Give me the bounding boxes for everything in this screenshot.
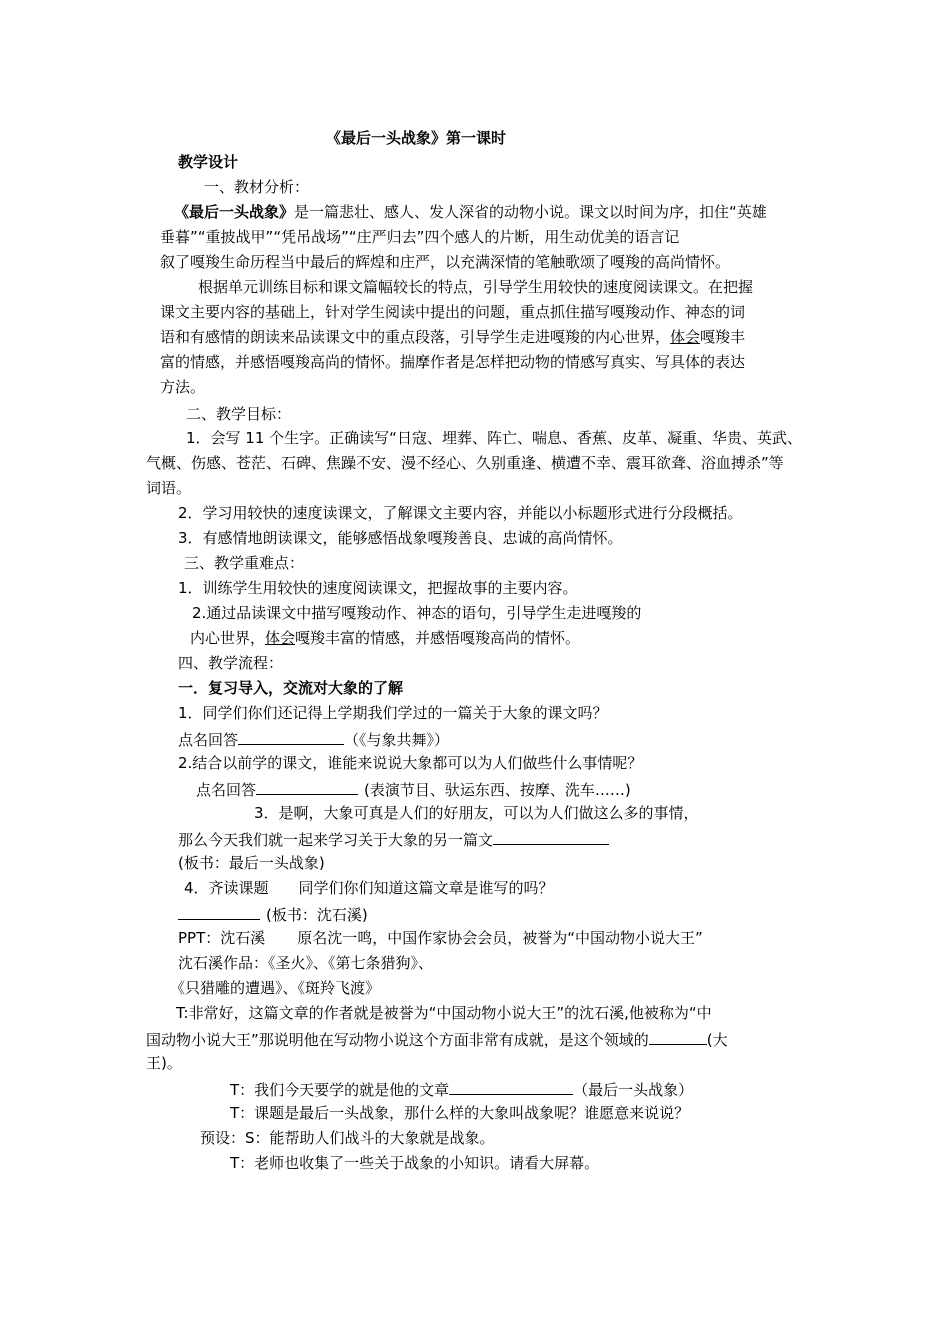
paragraph-line: 富的情感，并感悟嘎羧高尚的情怀。揣摩作者是怎样把动物的情感写真实、写具体的表达 [160, 353, 746, 371]
heading-teaching-goals: 二、教学目标： [186, 405, 292, 423]
paragraph-line [174, 202, 767, 222]
part-heading: 一．复习导入，交流对大象的了解 [178, 679, 404, 697]
question-line: 2.结合以前学的课文，谁能来说说大象都可以为人们做些什么事情呢？ [178, 754, 643, 772]
paragraph-line [160, 327, 745, 347]
fill-blank [256, 778, 358, 795]
goal-line: 词语。 [146, 479, 192, 497]
teacher-line [230, 1078, 693, 1100]
paragraph-text: 嘎羧丰富的情感，并感悟嘎羧高尚的情怀。 [295, 629, 581, 647]
paragraph-line: 垂暮”“重披战甲”“凭吊战场”“庄严归去”四个感人的片断，用生动优美的语言记 [160, 228, 680, 246]
heading-material-analysis: 一、教材分析： [204, 178, 310, 196]
page-title: 《最后一头战象》第一课时 [326, 129, 507, 147]
goal-line: 1．会写 11 个生字。正确读写“日寇、埋葬、阵亡、喘息、香蕉、皮革、凝重、华贵、英武、 [186, 429, 802, 447]
answer-text: (表演节目、驮运东西、按摩、洗车……) [364, 781, 631, 799]
question-line [178, 828, 609, 850]
underlined-word: 体会 [670, 328, 701, 346]
board-note: (板书：沈石溪) [266, 906, 368, 924]
teacher-line: T：课题是最后一头战象，那什么样的大象叫战象呢？谁愿意来说说？ [230, 1104, 690, 1122]
paragraph-line: 叙了嘎羧生命历程当中最后的辉煌和庄严，以充满深情的笔触歌颂了嘎羧的高尚情怀。 [160, 253, 731, 271]
section-subtitle: 教学设计 [178, 153, 239, 171]
question-line: 1．同学们你们还记得上学期我们学过的一篇关于大象的课文吗？ [178, 704, 608, 722]
goal-line: 气概、伤感、苍茫、石碑、焦躁不安、漫不经心、久别重逢、横遭不幸、震耳欲聋、浴血搏杀”等 [146, 454, 784, 472]
question-line [184, 878, 554, 898]
answer-prefix: 点名回答 [178, 731, 239, 749]
fill-blank [649, 1028, 707, 1045]
board-note: (板书：最后一头战象) [178, 854, 325, 872]
heading-teaching-process: 四、教学流程： [178, 654, 284, 672]
paragraph-text: 原名沈一鸣，中国作家协会会员，被誉为“中国动物小说大王” [297, 929, 703, 947]
paragraph-line: 根据单元训练目标和课文篇幅较长的特点，引导学生用较快的速度阅读课文。在把握 [198, 278, 754, 296]
fill-blank [238, 728, 344, 745]
preset-line: 预设：S：能帮助人们战斗的大象就是战象。 [200, 1129, 495, 1147]
underlined-word: 体会 [265, 629, 296, 647]
key-point-line: 2.通过品读课文中描写嘎羧动作、神态的语句，引导学生走进嘎羧的 [192, 604, 642, 622]
ppt-line [178, 928, 703, 948]
teacher-line: T：老师也收集了一些关于战象的小知识。请看大屏幕。 [230, 1154, 600, 1172]
works-line: 《只猎雕的遭遇》、《斑羚飞渡》 [170, 979, 381, 997]
paragraph-text: PPT：沈石溪 [178, 929, 266, 947]
answer-text: （《与象共舞》） [344, 731, 450, 749]
paragraph-text: 国动物小说大王”那说明他在写动物小说这个方面非常有成就，是这个领域的 [146, 1031, 649, 1049]
answer-line [178, 903, 368, 925]
paragraph-text: 那么今天我们就一起来学习关于大象的另一篇文 [178, 831, 494, 849]
fill-blank [449, 1078, 573, 1095]
paragraph-line: 方法。 [160, 378, 206, 396]
teacher-line [146, 1028, 728, 1050]
book-title: 《最后一头战象》 [174, 203, 295, 221]
paragraph-text: T：我们今天要学的就是他的文章 [230, 1081, 450, 1099]
answer-line [196, 778, 631, 800]
paragraph-text: 嘎羧丰 [700, 328, 746, 346]
paragraph-text: 4．齐读课题 [184, 879, 269, 897]
fill-blank [493, 828, 609, 845]
goal-line: 2．学习用较快的速度读课文，了解课文主要内容，并能以小标题形式进行分段概括。 [178, 504, 743, 522]
heading-key-points: 三、教学重难点： [184, 554, 305, 572]
paragraph-text: 同学们你们知道这篇文章是谁写的吗？ [298, 879, 554, 897]
paragraph-text: 语和有感情的朗读来品读课文中的重点段落，引导学生走进嘎羧的内心世界， [160, 328, 671, 346]
teacher-line: 王)。 [146, 1054, 182, 1072]
question-line: 3．是啊，大象可真是人们的好朋友，可以为人们做这么多的事情， [254, 804, 699, 822]
answer-text: （最后一头战象） [573, 1081, 694, 1099]
paragraph-text: 是一篇悲壮、感人、发人深省的动物小说。课文以时间为序，扣住“英雄 [294, 203, 767, 221]
works-line: 沈石溪作品：《圣火》、《第七条猎狗》、 [178, 954, 434, 972]
key-point-line [190, 628, 580, 648]
paragraph-line: 课文主要内容的基础上，针对学生阅读中提出的问题，重点抓住描写嘎羧动作、神态的词 [160, 303, 746, 321]
fill-blank [178, 903, 260, 920]
paragraph-text: 内心世界， [190, 629, 266, 647]
teacher-line: T:非常好，这篇文章的作者就是被誉为“中国动物小说大王”的沈石溪,他被称为“中 [176, 1004, 712, 1022]
answer-prefix: 点名回答 [196, 781, 257, 799]
key-point-line: 1．训练学生用较快的速度阅读课文，把握故事的主要内容。 [178, 579, 578, 597]
goal-line: 3．有感情地朗读课文，能够感悟战象嘎羧善良、忠诚的高尚情怀。 [178, 529, 623, 547]
paragraph-text: (大 [706, 1031, 728, 1049]
answer-line [178, 728, 449, 750]
